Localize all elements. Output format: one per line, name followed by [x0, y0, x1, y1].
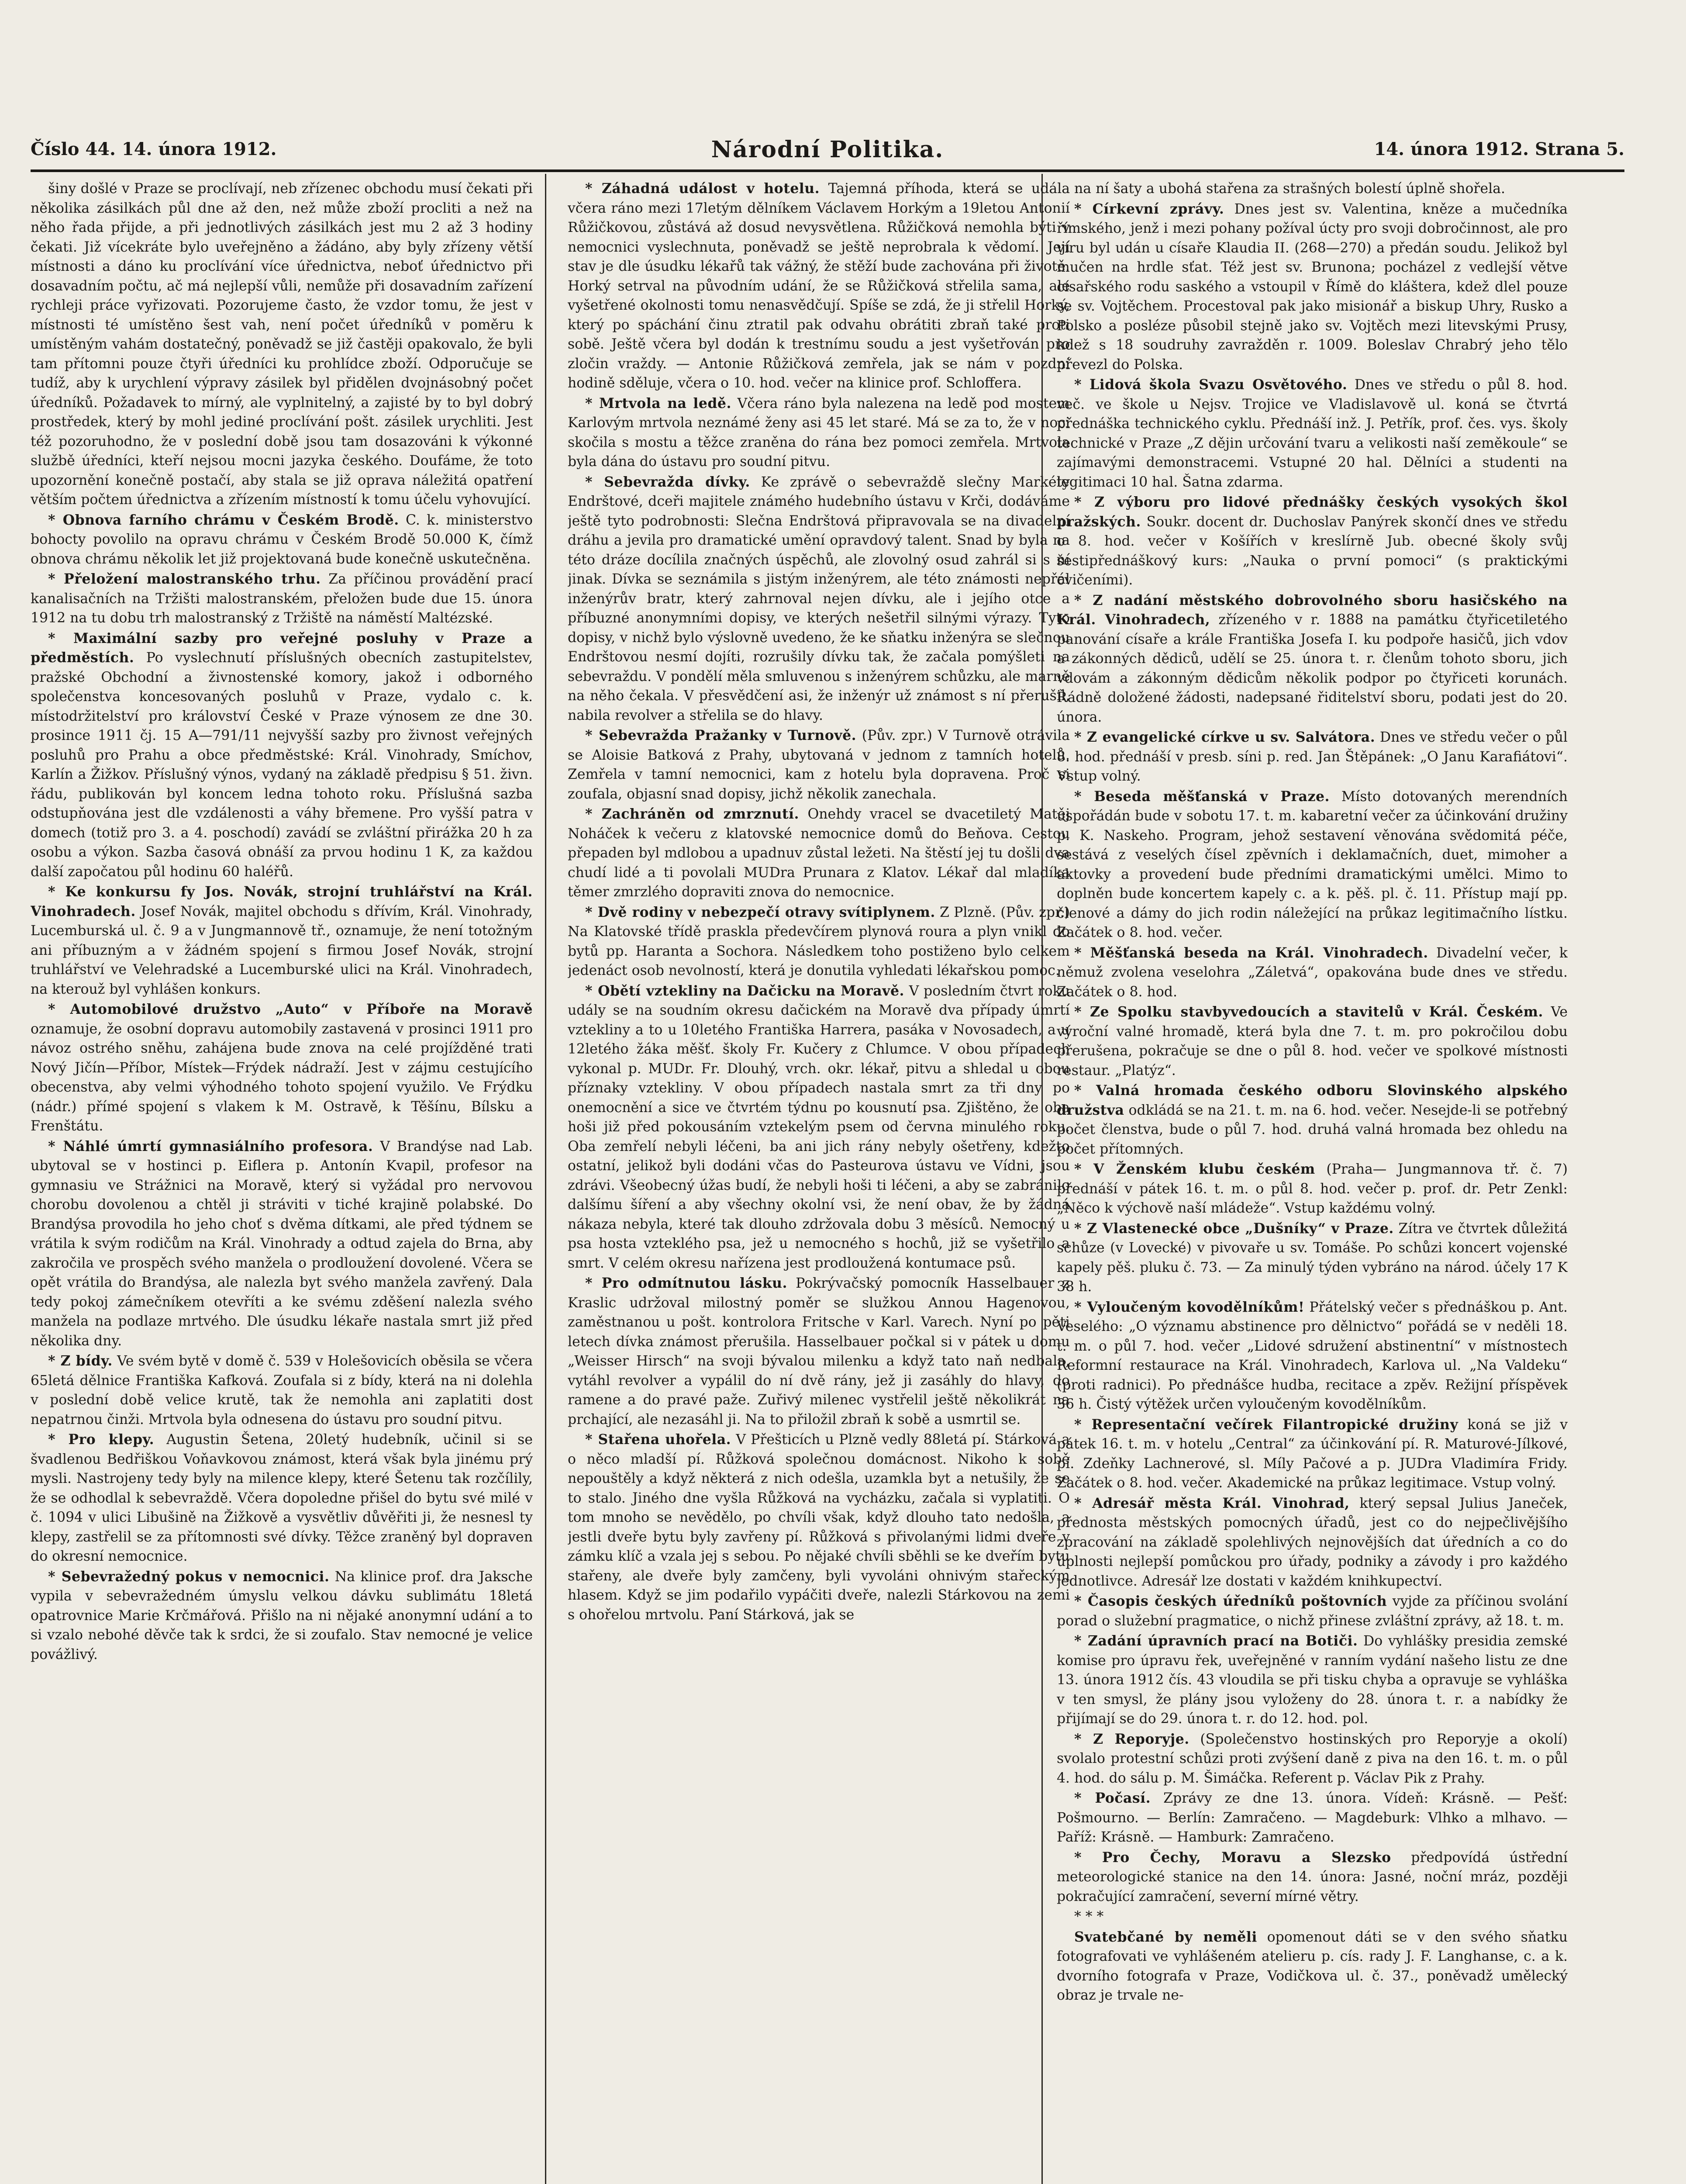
- news-item-headline: * Pro klepy.: [48, 1431, 155, 1448]
- masthead: [31, 136, 1624, 172]
- news-item: [1057, 1081, 1568, 1159]
- news-item-headline: * Z evangelické církve u sv. Salvátora.: [1074, 729, 1376, 745]
- news-item-text: zřízeného v r. 1888 na památku čtyřicetiletého panování císaře a krále Františka Josefa I. ku podpoře hasičů, jich vdov a zákonných dědiců, udělí se 25. února t. r. členům tohoto sboru, jich vdovám a zákonným dědicům několik podpor po čtyřiceti korunách. Řádně doložené žádosti, nadepsané řiditelství sboru, podati jest do 20. února.: [1057, 612, 1568, 725]
- news-item: [1057, 1160, 1568, 1218]
- news-item-headline: Svatebčané by neměli: [1074, 1928, 1257, 1945]
- news-item-headline: * Stařena uhořela.: [585, 1431, 731, 1448]
- news-item-headline: * Beseda měšťanská v Praze.: [1074, 788, 1330, 805]
- column-2: [568, 179, 1070, 2184]
- newspaper-title: Národní Politika.: [711, 136, 944, 163]
- news-item-headline: * Náhlé úmrtí gymnasiálního profesora.: [48, 1138, 373, 1154]
- page-date-right: 14. února 1912. Strana 5.: [1374, 139, 1624, 159]
- news-item-headline: * Přeložení malostranského trhu.: [48, 571, 321, 587]
- news-item-headline: * Dvě rodiny v nebezpečí otravy svítiplynem.: [585, 904, 935, 920]
- news-item: [31, 1430, 533, 1566]
- news-item-text: který sepsal Julius Janeček, přednosta městských pomocných úřadů, jest co do nejpečlivějšího zpracování na základě spolehlivých nejnovějších dat úředních a co do úplnosti nejlepší pomůckou pro úřady, podniky a závody i pro každého jednotlivce. Adresář lze dostati v každém knihkupectví.: [1057, 1495, 1568, 1589]
- news-item: [31, 511, 533, 569]
- news-item: [568, 1274, 1070, 1429]
- news-item-headline: * Obětí vztekliny na Dačicku na Moravě.: [585, 982, 904, 999]
- news-item: [1057, 200, 1568, 375]
- news-item: [568, 981, 1070, 1273]
- news-item: [1057, 591, 1568, 727]
- news-item-headline: * Časopis českých úředníků poštovních: [1074, 1593, 1387, 1609]
- news-item-headline: * Zadání úpravních prací na Botiči.: [1074, 1633, 1358, 1649]
- news-item-text: Přátelský večer s přednáškou p. Ant. Veselého: „O významu abstinence pro dělnictvo“ pořádá se v neděli 18. t. m. o půl 7. hod. večer „Lidové sdružení abstinentní“ v místnostech Reformní restaurace na Král. Vinohradech, Karlova ul. „Na Valdeku“ (proti radnici). Po přednášce hudba, recitace a zpěv. Režijní příspěvek 36 h. Čistý výtěžek určen vyloučeným kovodělníkům.: [1057, 1299, 1568, 1412]
- news-item: [568, 473, 1070, 726]
- news-item-headline: * Z výboru pro lidové přednášky českých vysokých škol pražských.: [1057, 494, 1568, 530]
- news-item-headline: * V Ženském klubu českém: [1074, 1161, 1315, 1177]
- news-item-headline: * Sebevražda Pražanky v Turnově.: [585, 727, 857, 743]
- news-item-text: Divadelní večer, k němuž zvolena veselohra „Záletvá“, opakována bude dnes ve středu. Začátek o 8. hod.: [1057, 945, 1568, 1000]
- news-item-text: (Společenstvo hostinských pro Reporyje a okolí) svolalo protestní schůzi proti zvýšení daně z piva na den 16. t. m. o půl 4. hod. do sálu p. M. Šimáčka. Referent p. Václav Pik z Prahy.: [1057, 1731, 1568, 1786]
- news-item-headline: * Obnova farního chrámu v Českém Brodě.: [48, 511, 399, 528]
- news-item-text: šiny došlé v Praze se proclívají, neb zřízenec obchodu musí čekati při několika zásilkách půl dne až den, než může zboží procliti a než na něho řada přijde, a při jednotlivých zásilkách jest mu 2 až 3 hodiny čekati. Již vícekráte bylo uveřejněno a žádáno, aby byly zřízeny větší místnosti a dáno ku proclívání více úřednictva, neboť úřednictvo při dosavadním počtu, ač má nejlepší vůli, nemůže při dosavadním zařízení rychleji práce vyřizovati. Pozorujeme často, že vzdor tomu, že jest v místnosti té umístěno šest vah, není počet úředníků v poměru k umístěným vahám dostatečný, poněvadž se již častěji opakovalo, že byli tam přítomni pouze čtyři úředníci ku prohlídce zboží. Odporučuje se tudíž, aby k urychlení výpravy zásilek byl přidělen dvojnásobný počet úředníků. Požadavek to mírný, ale vyplnitelný, a zajisté by to byl dobrý prostředek, který by mohl jediné proclívání pošt. zásilek urychliti. Jest též pozoruhodno, že v poslední době jsou tam dosazováni k výkonné službě úředníci, kteří nejsou mocni jazyka českého. Doufáme, že toto upozornění konečně postačí, aby stala se již oprava náležitá opatření větším počtem úřednictva a zřízením místností k tomu účelu vyhovující.: [31, 181, 533, 508]
- news-item: [31, 1137, 533, 1351]
- news-item-headline: * Z bídy.: [48, 1353, 113, 1369]
- news-item: [1057, 1631, 1568, 1729]
- news-item-text: Místo dotovaných merendních uspořádán bude v sobotu 17. t. m. kabaretní večer za účinkování družiny p. K. Naskeho. Program, jehož sestavení věnována svědomitá péče, sestává z veselých čísel zpěvních i deklamačních, duet, mimoher a aktovky a provedení bude předními dramatickými umělci. Mimo to doplněn bude koncertem kapely c. a k. pěš. pl. č. 11. Přístup mají pp. členové a dámy do jich rodin náležející na průkaz legitimačního lístku. Začátek o 8. hod. večer.: [1057, 788, 1568, 940]
- news-item: [1057, 1002, 1568, 1080]
- news-item-headline: * Z Reporyje.: [1074, 1731, 1190, 1747]
- news-item-text: Po vyslechnutí příslušných obecních zastupitelstev, pražské Obchodní a živnostenské komory, jakož i odborného společenstva koncesovaných posluhů v Praze, vydalo c. k. místodržitelství pro království České v Praze výnosem ze dne 30. prosince 1911 čj. 15 A—791/11 nejvyšší sazby pro živnost veřejných posluhů pro Prahu a obce předměstské: Král. Vinohrady, Smíchov, Karlín a Žižkov. Příslušný výnos, vydaný na základě předpisu § 51. živn. řádu, publikován byl koncem ledna tohoto roku. Příslušná sazba odstupňována jest dle vzdálenosti a váhy břemene. Pro vyšší patra v domech (totiž pro 3. a 4. poschodí) zavádí se zvláštní přirážka 20 h za osobu a výkon. Sazba časová obnáší za prvou hodinu 1 K, za každou další započatou půl hodinu 60 haléřů.: [31, 650, 533, 880]
- news-item-headline: * Měšťanská beseda na Král. Vinohradech.: [1074, 944, 1428, 961]
- news-item-text: Pokrývačský pomocník Hasselbauer z Kraslic udržoval milostný poměr se služkou Annou Hagenovou, zaměstnanou u pošt. kontrolora Fritsche v Karl. Varech. Nyní po pěti letech dívka známost přerušila. Hasselbauer počkal si v pátek u domu „Weisser Hirsch“ na svoji bývalou milenku a když tato naň nedbala, vytáhl revolver a vypálil do ní dvě rány, jež ji zasáhly do hlavy, do ramene a do pravé paže. Zuřivý milenec vystřelil ještě několikrát na prchající, ale nezasáhl ji. Na to přiložil zbraň k sobě a usmrtil se.: [568, 1275, 1070, 1427]
- news-item-text: Ke zprávě o sebevraždě slečny Markéty Endrštové, dceři majitele známého hudebního ústavu v Krči, dodáváme ještě tyto podrobnosti: Slečna Endrštová připravovala se na divadelní dráhu a jevila pro dramatické umění opravdový talent. Snad by byla na této dráze docílila značných úspěchů, ale zlovolný osud zahrál si s ní jinak. Dívka se seznámila s jistým inženýrem, ale této známosti nepřál inženýrův bratr, který zahrnoval nejen dívku, ale i jejího otce a příbuzné anonymními dopisy, ve kterých nešetřil silnými výrazy. Tyto dopisy, v nichž bylo výslovně uvedeno, že ke sňatku inženýra se slečnou Endrštovou nesmí dojíti, rozrušily dívku tak, že začala pomýšleti na sebevraždu. V pondělí měla smluvenou s inženýrem schůzku, ale marně na něho čekala. V přesvědčení asi, že inženýr už známost s ní přerušil, nabila revolver a střelila se do hlavy.: [568, 474, 1070, 723]
- news-item-headline: * Lidová škola Svazu Osvětového.: [1074, 377, 1348, 393]
- news-item-headline: * Z Vlastenecké obce „Dušníky“ v Praze.: [1074, 1220, 1394, 1237]
- news-item-text: V Brandýse nad Lab. ubytoval se v hostinci p. Eiflera p. Antonín Kvapil, profesor na gymnasiu ve Strážnici na Moravě, který si vyžádal pro nervovou chorobu dovolenou a chtěl ji stráviti v tiché krajině polabské. Do Brandýsa provodila ho jeho choť s dvěma dítkami, ale před týdnem se vrátila k svým rodičům na Král. Vinohrady a odtud zajela do Brna, aby zakročila ve prospěch svého manžela o prodloužení dovolené. Včera se opět vrátila do Brandýsa, ale nalezla byt svého manžela zavřený. Dala tedy pokoj zámečníkem otevříti a ke svému zděšení nalezla svého manžela na podlaze mrtvého. Dle úsudku lékaře nastala smrt již před několika dny.: [31, 1138, 533, 1349]
- news-item-text: Za příčinou provádění prací kanalisačních na Tržišti malostranském, přeložen bude due 15. února 1912 na tu dobu trh malostranský z Tržiště na náměstí Maltézské.: [31, 571, 533, 626]
- news-item-text: Do vyhlášky presidia zemské komise pro úpravu řek, uveřejněné v ranním vydání našeho listu ze dne 13. února 1912 čís. 43 vloudila se při tisku chyba a opravuje se vyhláška v ten smysl, že plány jsou vyloženy do 28. února t. r. a nabídky že přijímají se do 29. února t. r. do 12. hod. pol.: [1057, 1633, 1568, 1727]
- news-item-text: Na klinice prof. dra Jaksche vypila v sebevražedném úmyslu velkou dávku sublimátu 18letá opatrovnice Marie Krčmářová. Přišlo na ni nějaké anonymní udání a to si vzalo nebohé děvče tak k srdci, že si zoufalo. Stav nemocné je velice povážlivý.: [31, 1569, 533, 1662]
- news-item: [1057, 787, 1568, 943]
- news-item-text: Zítra ve čtvrtek důležitá schůze (v Lovecké) v pivovaře u sv. Tomáše. Po schůzi koncert vojenské kapely pěš. pluku č. 73. — Za minulý týden vybráno na národ. účely 17 K 38 h.: [1057, 1220, 1568, 1295]
- news-item: [31, 179, 533, 510]
- news-item-text: Josef Novák, majitel obchodu s dřívím, Král. Vinohrady, Lucemburská ul. č. 9 a v Jungmannově tř., oznamuje, že není totožným ani příbuzným a v žádném spojení s firmou Josef Novák, strojní truhlářství ve Velehradské a Lucemburské ulici na Král. Vinohradech, na kterouž byl vyhlášen konkurs.: [31, 903, 533, 997]
- news-item-headline: * Representační večírek Filantropické družiny: [1074, 1416, 1458, 1433]
- news-item-headline: * Vyloučeným kovodělníkům!: [1074, 1299, 1305, 1315]
- news-item-text: V Přešticích u Plzně vedly 88letá pí. Stárková a o něco mladší pí. Růžková společnou domácnost. Nikoho k sobě nepouštěly a když některá z nich odešla, uzamkla byt a netušily, že se to stalo. Jiného dne vyšla Růžková na vycházku, začala si vyplatiti. O tom mnoho se nevědělo, po chvíli však, když dlouho tato nedošla, a jestli dveře bytu byly zavřeny pí. Růžková s přivolanými lidmi dveře v zámku klíč a vzala jej s sebou. Po nějaké chvíli sběhli se ke dveřím bytu stařeny, ale dveře byly zamčeny, byli vyvoláni ohnivým stařeckým hlasem. Když se jim podařilo vypáčiti dveře, nalezli Stárkovou na zemi s ohořelou mrtvolu. Paní Stárková, jak se: [568, 1432, 1070, 1623]
- issue-date-left: Číslo 44. 14. února 1912.: [31, 139, 277, 159]
- news-item-headline: * Pro Čechy, Moravu a Slezsko: [1074, 1849, 1391, 1866]
- news-item-headline: * Církevní zprávy.: [1074, 200, 1224, 217]
- news-item-text: odkládá se na 21. t. m. na 6. hod. večer. Nesejde-li se potřebný počet členstva, bude o půl 7. hod. druhá valná hromada bez ohledu na počet přítomných.: [1057, 1102, 1568, 1157]
- news-item: [1057, 1730, 1568, 1788]
- news-item-text: oznamuje, že osobní dopravu automobily zastavená v prosinci 1911 pro návoz ostrého sněhu, zahájena bude znova na celé projížděné trati Nový Jičín—Příbor, Místek—Frýdek nádraží. Jest v zájmu cestujícího obecenstva, aby velmi výhodného tohoto spojení využilo. Ve Frýdku (nádr.) přímé spojení s vlakem k M. Ostravě, k Těšínu, Bílsku a Frenštátu.: [31, 1021, 533, 1134]
- news-item-text: koná se již v pátek 16. t. m. v hotelu „Central“ za účinkování pí. R. Maturové-Jílkové, pí. Zdeňky Lachnerové, sl. Míly Pačové a p. JUDra Vladimíra Fridy. Začátek o 8. hod. večer. Akademické na průkaz legitimace. Vstup volný.: [1057, 1417, 1568, 1491]
- news-item: [568, 726, 1070, 804]
- news-item-text: Dnes ve středu o půl 8. hod. več. ve škole u Nejsv. Trojice ve Vladislavově ul. koná se čtvrtá přednáška technického cyklu. Přednáší inž. J. Petřík, prof. čes. vys. školy technické v Praze „Z dějin určování tvaru a velikosti naší zeměkoule“ se zajímavými demonstracemi. Vstupné 20 hal. Dělníci a studenti na legitimaci 10 hal. Šatna zdarma.: [1057, 377, 1568, 490]
- news-item: [1057, 493, 1568, 590]
- news-item-text: V posledním čtvrt roku udály se na soudním okresu dačickém na Moravě dva případy úmrtí vztekliny a to u 10letého Františka Harrera, pasáka v Novosadech, a u 12letého žáka měšť. školy Fr. Kučery z Chlumce. V obou případech vykonal p. MUDr. Fr. Dlouhý, vrch. okr. lékař, pitvu a shledal u obou příznaky vztekliny. V obou případech nastala smrt za tři dny po onemocnění a sice ve čtvrtém týdnu po kousnutí psa. Zjištěno, že oba hoši již před pokousáním vztekelým psem od června minulého roku. Oba zemřelí nebyli léčeni, ba ani jich rány nebyly ošetřeny, kdežto ostatní, jelikož byli dodáni včas do Pasteurova ústavu ve Vídni, jsou zdrávi. Všeobecný úžas budí, že nebyli hoši ti léčeni, a aby se zabránilo dalšímu šíření a aby všechny okolní vsi, že není obav, že by žádná nákaza nebyla, které tak dlouho zdržovala dobu 3 měsíců. Nemocný u psa hosta vzteklého psa, jež u nemocného s hochů, již se vyšetřilo a smrt. V celém okresu nařízena jest prodloužená kontumace psů.: [568, 983, 1070, 1271]
- news-item-headline: * Ke konkursu fy Jos. Novák, strojní truhlářství na Král. Vinohradech.: [31, 884, 533, 919]
- column-rule: [545, 174, 546, 2184]
- news-item-headline: * Sebevražedný pokus v nemocnici.: [48, 1568, 330, 1585]
- column-3: [1057, 179, 1568, 2184]
- news-item-text: Ve svém bytě v domě č. 539 v Holešovicích oběsila se včera 65letá dělnice Františka Kafková. Zoufala si z bídy, která na ni dolehla v poslední době velice krutě, tak že nemohla ani zaplatiti dost nepatrnou činži. Mrtvola byla odnesena do ústavu pro soudní pitvu.: [31, 1353, 533, 1427]
- news-item-text: Onehdy vracel se dvacetiletý Matěj Noháček k večeru z klatovské nemocnice domů do Beňova. Cestou přepaden byl mdlobou a upadnuv zůstal ležeti. Na štěstí jej tu došli dva chudí lidé a ti povolali MUDra Prunara z Klatov. Lékař dal mladíka těmer zmrzlého dopraviti znova do nemocnice.: [568, 806, 1070, 900]
- news-item-headline: * Počasí.: [1074, 1790, 1151, 1806]
- news-item-headline: * Zachráněn od zmrznutí.: [585, 806, 799, 822]
- news-item-text: C. k. ministerstvo bohocty povolilo na opravu chrámu v Českém Brodě 50.000 K, čímž obnova chrámu několik let již projektovaná bude konečně uskutečněna.: [31, 512, 533, 567]
- news-item: [1057, 1848, 1568, 1907]
- news-item-text: Z Plzně. (Pův. zpr.) Na Klatovské třídě praskla předevčírem plynová roura a plyn vnikl do bytů pp. Haranta a Sochora. Následkem toho postiženo bylo celkem jedenáct osob nevolností, která je donutila vyhledati lékařskou pomoc.: [568, 904, 1070, 978]
- news-item: [568, 1430, 1070, 1624]
- news-item: [1057, 1219, 1568, 1297]
- news-item-text: opomenout dáti se v den svého sňatku fotografovati ve vyhlášeném atelieru p. cís. rady J. F. Langhanse, c. a k. dvorního fotografa v Praze, Vodičkova ul. č. 37., poněvadž umělecký obraz je trvale ne-: [1057, 1929, 1568, 2003]
- news-item: [1057, 1494, 1568, 1591]
- news-item-headline: * Automobilové družstvo „Auto“ v Příboře na Moravě: [48, 1001, 533, 1017]
- news-item-text: vyjde za příčinou svolání porad o služební pragmatice, o nichž přinese zvláštní zprávy, až 18. t. m.: [1057, 1593, 1568, 1629]
- news-item: [1057, 1298, 1568, 1414]
- news-item-text: Dnes jest sv. Valentina, kněze a mučedníka římského, jenž i mezi pohany požíval úcty pro svoji dobročinnost, ale pro víru byl udán u císaře Klaudia II. (268—270) a předán soudu. Jelikož byl mučen na hrdle sťat. Též jest sv. Brunona; pocházel z vedlejší větve císařského rodu saského a vstoupil v Římě do kláštera, kdež dlel pouze se sv. Vojtěchem. Procestoval pak jako misionář a biskup Uhry, Rusko a Polsko a posléze působil stejně jako sv. Vojtěch mezi litevskými Prusy, kdež s 18 soudruhy zavražděn r. 1009. Boleslav Chrabrý jeho tělo převezl do Polska.: [1057, 201, 1568, 373]
- news-item: [31, 1000, 533, 1136]
- news-item-text: (Pův. zpr.) V Turnově otrávila se Aloisie Batková z Prahy, ubytovaná v jednom z tamních hotelů. Zemřela v tamní nemocnici, kam z hotelu byla dopravena. Proč si zoufala, objasní snad dopisy, jichž několik zanechala.: [568, 728, 1070, 802]
- news-item-headline: * Sebevražda dívky.: [585, 473, 750, 490]
- news-item-text: předpovídá ústřední meteorologické stanice na den 14. února: Jasné, noční mráz, později pokračující zamračení, severní mírné větry.: [1057, 1849, 1568, 1904]
- news-item: [31, 570, 533, 628]
- news-item: [568, 903, 1070, 981]
- news-item: [1057, 728, 1568, 786]
- news-item-text: Dnes ve středu večer o půl 8. hod. přednáší v presb. síni p. red. Jan Štěpánek: „O Janu Karafiátovi“. Vstup volný.: [1057, 729, 1568, 784]
- news-item: [1057, 1789, 1568, 1847]
- news-item: [1057, 1415, 1568, 1493]
- news-item-text: Včera ráno byla nalezena na ledě pod mostem Karlovým mrtvola neznámé ženy asi 45 let staré. Má se za to, že v noci skočila s mostu a těžce zraněna do rána bez pomoci zemřela. Mrtvola byla dána do ústavu pro soudní pitvu.: [568, 395, 1070, 470]
- news-item: [568, 805, 1070, 902]
- news-item: [31, 1351, 533, 1429]
- news-item: [1057, 1928, 1568, 2005]
- column-1: [31, 179, 533, 2184]
- news-item-headline: * Pro odmítnutou lásku.: [585, 1275, 787, 1291]
- news-item-text: Zprávy ze dne 13. února. Vídeň: Krásně. — Pešť: Pošmourno. — Berlín: Zamračeno. — Magdeburk: Vlhko a mlhavo. — Paříž: Krásně. — Hamburk: Zamračeno.: [1057, 1790, 1568, 1845]
- news-item: [31, 1567, 533, 1665]
- news-item-text: Augustin Šetena, 20letý hudebník, učinil si se švadlenou Bedřiškou Voňavkovou známost, která však byla jinému prý mysli. Nastrojeny tedy byly na milence klepy, které Šetenu tak rozčílily, že se odhodlal k sebevraždě. Včera dopoledne přišel do bytu své milé v č. 1094 v ulici Libušině na Žižkově a vysvětliv důvěřiti ji, že nesnesl ty klepy, zastřelil se za přítomnosti své dívky. Těžce zraněný byl dopraven do okresní nemocnice.: [31, 1432, 533, 1564]
- news-item-headline: * Z nadání městského dobrovolného sboru hasičského na Král. Vinohradech,: [1057, 592, 1568, 628]
- news-item-headline: * Záhadná událost v hotelu.: [585, 180, 820, 197]
- news-item: [31, 629, 533, 882]
- news-item-text: (Praha— Jungmannova tř. č. 7) přednáší v pátek 16. t. m. o půl 8. hod. večer p. prof. dr. Petr Zenkl: „Něco k výchově naší mládeže“. Vstup každému volný.: [1057, 1161, 1568, 1216]
- news-item-headline: * Adresář města Král. Vinohrad,: [1074, 1495, 1350, 1511]
- news-item-text: * * *: [1074, 1909, 1104, 1925]
- news-item: [568, 179, 1070, 393]
- news-item-text: Soukr. docent dr. Duchoslav Panýrek skončí dnes ve středu o 8. hod. večer v Košířích v kreslírně Jub. obecné školy svůj šestipřednáškový kurs: „Nauka o první pomoci“ (s praktickými cvičeními).: [1057, 514, 1568, 588]
- news-item-headline: * Valná hromada českého odboru Slovinského alpského družstva: [1057, 1082, 1568, 1118]
- news-item-headline: * Maximální sazby pro veřejné posluhy v Praze a předměstích.: [31, 630, 533, 666]
- news-item: [31, 882, 533, 999]
- news-item: [1057, 943, 1568, 1002]
- news-item-text: Tajemná příhoda, která se udála včera ráno mezi 17letým dělníkem Václavem Horkým a 19letou Antonií Růžičkovou, zůstává až dosud nevysvětlena. Růžičková nemohla býti v nemocnici vyslechnuta, poněvadž se ještě neprobrala k vědomí. Její stav je dle úsudku lékařů tak vážný, že stěží bude zachována při životě. Horký setrval na původním udání, že se Růžičková střelila sama, ale vyšetřené okolnosti tomu nenasvědčují. Spíše se zdá, že ji střelil Horký, který po spáchání činu ztratil pak odvahu obrátiti zbraň také proti sobě. Ještě včera byl dodán k trestnímu soudu a jest vyšetřován pro zločin vraždy. — Antonie Růžičková zemřela, jak se nám v pozdní hodině sděluje, včera o 10. hod. večer na klinice prof. Schloffera.: [568, 181, 1070, 391]
- news-item: [1057, 1907, 1568, 1927]
- news-item-text: Ve výroční valné hromadě, která byla dne 7. t. m. pro pokročilou dobu přerušena, pokračuje se dne o půl 8. hod. večer ve spolkové místnosti restaur. „Platýz“.: [1057, 1004, 1568, 1078]
- news-item: [1057, 179, 1568, 199]
- news-item-headline: * Mrtvola na ledě.: [585, 395, 731, 411]
- news-item: [1057, 375, 1568, 492]
- news-item: [568, 394, 1070, 472]
- news-item-text: na ní šaty a ubohá stařena za strašných bolestí úplně shořela.: [1074, 181, 1505, 197]
- news-item: [1057, 1592, 1568, 1631]
- news-item-headline: * Ze Spolku stavbyvedoucích a stavitelů v Král. Českém.: [1074, 1004, 1543, 1020]
